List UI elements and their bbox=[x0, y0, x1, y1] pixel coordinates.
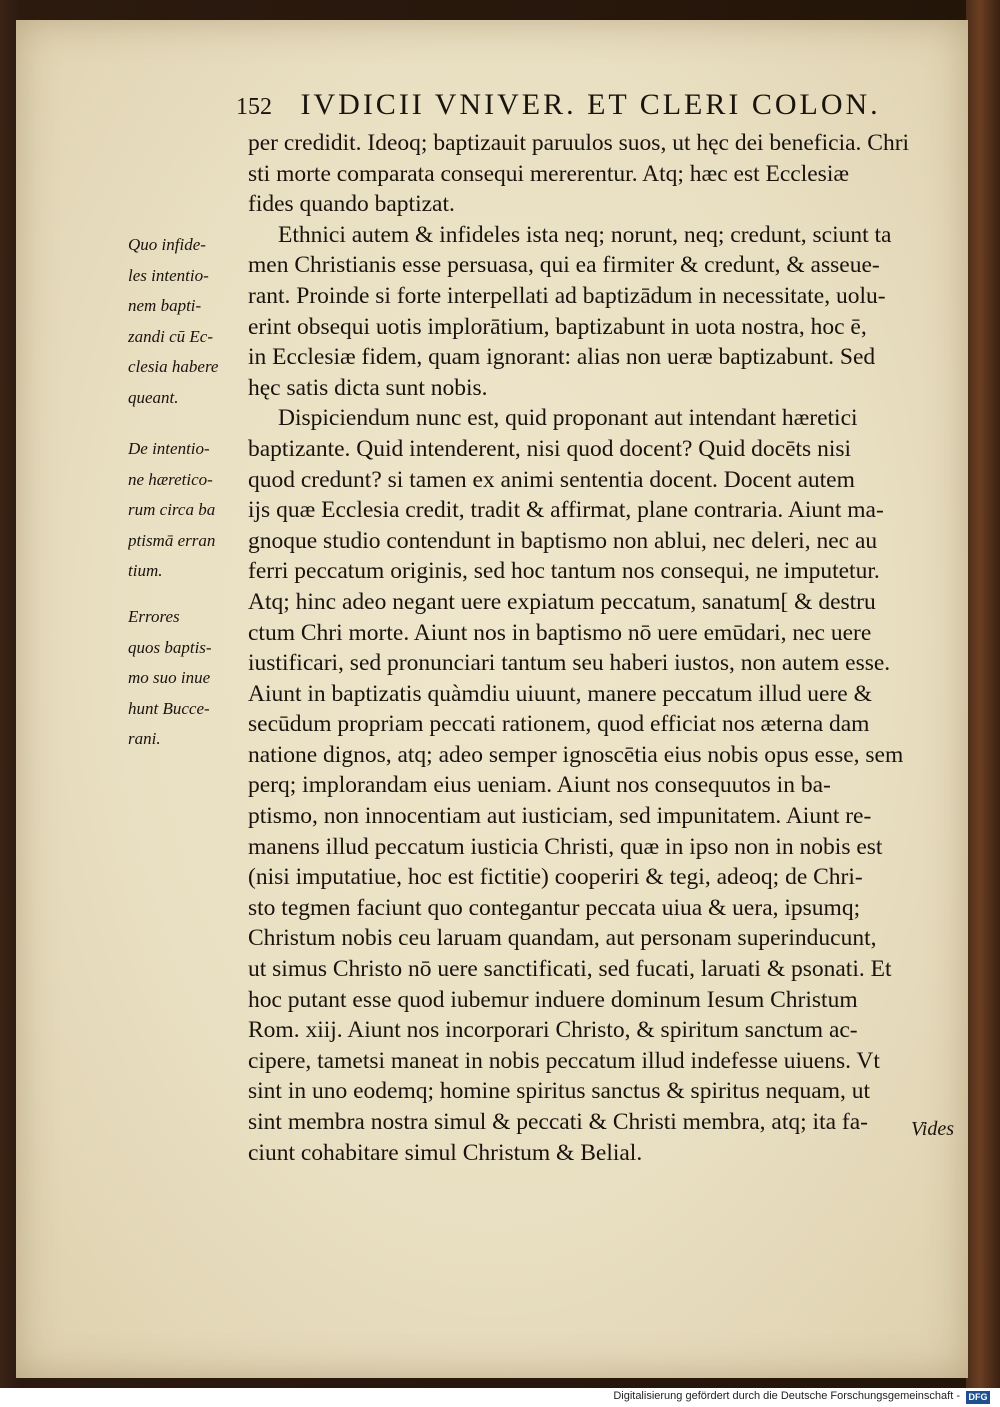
text-line: per credidit. Ideoq; baptizauit paruulos suos, ut hęc dei beneficia. Chri bbox=[248, 130, 910, 156]
text-line: fides quando baptizat. bbox=[248, 191, 455, 218]
marginal-note-line: ptismā erran bbox=[128, 530, 216, 550]
text-line: sint membra nostra simul & peccati & Christi membra, atq; ita fa- bbox=[248, 1109, 868, 1135]
text-line: secūdum propriam peccati rationem, quod efficiat nos æterna dam bbox=[248, 711, 870, 738]
text-line: gnoque studio contendunt in baptismo non ablui, nec deleri, nec au bbox=[248, 527, 878, 554]
text-line: iustificari, sed pronunciari tantum seu haberi iustos, non autem esse. bbox=[248, 650, 891, 677]
book-binding-edge bbox=[966, 0, 1000, 1388]
text-line: Ethnici autem & infideles ista neq; norunt, neq; credunt, sciunt ta bbox=[278, 221, 892, 248]
text-line: men Christianis esse persuasa, qui ea firmiter & credunt, & asseue- bbox=[248, 252, 880, 279]
text-line: baptizante. Quid intenderent, nisi quod docent? Quid docēts nisi bbox=[248, 435, 852, 462]
marginal-note-line: zandi cū Ec- bbox=[128, 326, 213, 346]
text-line: rant. Proinde si forte interpellati ad baptizādum in necessitate, uolu- bbox=[248, 282, 886, 309]
funding-credit: Digitalisierung gefördert durch die Deutsche Forschungsgemeinschaft - bbox=[613, 1390, 960, 1402]
text-line: Aiunt in baptizatis quàmdiu uiuunt, manere peccatum illud uere & bbox=[248, 680, 872, 707]
text-line: ferri peccatum originis, sed hoc tantum nos consequi, ne imputetur. bbox=[248, 558, 880, 585]
page-number: 152 bbox=[236, 94, 272, 120]
running-header bbox=[236, 88, 956, 122]
main-text-block bbox=[248, 128, 960, 1168]
dfg-logo: DFG bbox=[966, 1391, 990, 1404]
marginal-note-line: quos baptis- bbox=[128, 637, 212, 657]
text-line: sti morte comparata consequi mererentur. Atq; hæc est Ecclesiæ bbox=[248, 160, 850, 187]
marginal-note-line: les intentio- bbox=[128, 265, 209, 285]
text-line: manens illud peccatum iusticia Christi, quæ in ipso non in nobis est bbox=[248, 833, 883, 860]
marginal-note-line: Errores bbox=[128, 607, 180, 626]
text-line: sint in uno eodemq; homine spiritus sanctus & spiritus nequam, ut bbox=[248, 1078, 871, 1105]
text-line: (nisi imputatiue, hoc est fictitie) cooperiri & tegi, adeoq; de Chri- bbox=[248, 864, 863, 891]
marginal-note-line: queant. bbox=[128, 387, 179, 407]
text-line: Rom. xiij. Aiunt nos incorporari Christo, & spiritum sanctum ac- bbox=[248, 1017, 858, 1044]
text-line: Dispiciendum nunc est, quid proponant aut intendant hæretici bbox=[278, 405, 858, 432]
marginal-note-line: rum circa ba bbox=[128, 500, 216, 520]
marginal-note-infideles bbox=[128, 230, 258, 414]
text-line: Christum nobis ceu laruam quandam, aut personam superinducunt, bbox=[248, 925, 877, 952]
marginal-note-line: rani. bbox=[128, 729, 161, 749]
marginal-note-line: mo suo inue bbox=[128, 668, 211, 688]
marginal-note-line: clesia habere bbox=[128, 357, 219, 377]
text-line: perq; implorandam eius ueniam. Aiunt nos consequutos in ba- bbox=[248, 772, 831, 799]
text-line: ijs quæ Ecclesia credit, tradit & affirmat, plane contraria. Aiunt ma- bbox=[248, 497, 884, 524]
text-line: hęc satis dicta sunt nobis. bbox=[248, 374, 488, 401]
marginal-note-line: De intentio- bbox=[128, 439, 210, 458]
text-line: hoc putant esse quod iubemur induere dominum Iesum Christum bbox=[248, 986, 858, 1013]
text-line: natione dignos, atq; adeo semper ignoscētia eius nobis opus esse, sem bbox=[248, 741, 904, 768]
marginal-note-line: Quo infide- bbox=[128, 235, 206, 254]
text-line: Atq; hinc adeo negant uere expiatum peccatum, sanatum[ & destru bbox=[248, 588, 876, 615]
running-head-title: IVDICII VNIVER. ET CLERI COLON. bbox=[300, 88, 881, 121]
text-line: ctum Chri morte. Aiunt nos in baptismo nō uere emūdari, nec uere bbox=[248, 619, 872, 646]
text-line: quod credunt? si tamen ex animi sententia docent. Docent autem bbox=[248, 466, 855, 493]
text-line: ut simus Christo nō uere sanctificati, sed fucati, laruati & psonati. Et bbox=[248, 956, 892, 983]
marginal-note-line: ne hæretico- bbox=[128, 469, 213, 489]
text-line: erint obsequi uotis implorātium, baptizabunt in uota nostra, hoc ē, bbox=[248, 313, 867, 340]
marginal-note-haeretici bbox=[128, 434, 258, 587]
marginal-note-line: hunt Bucce- bbox=[128, 698, 210, 718]
marginal-note-errores bbox=[128, 602, 258, 755]
catchword: Vides bbox=[911, 1118, 954, 1140]
marginal-note-line: nem bapti- bbox=[128, 296, 202, 316]
text-line: cipere, tametsi maneat in nobis peccatum illud indefesse uiuens. Vt bbox=[248, 1047, 880, 1074]
digitization-footer bbox=[0, 1388, 1000, 1407]
text-line: ptismo, non innocentiam aut iusticiam, sed impunitatem. Aiunt re- bbox=[248, 803, 872, 830]
text-line: sto tegmen faciunt quo contegantur peccata uiua & uera, ipsumq; bbox=[248, 894, 861, 921]
text-line: ciunt cohabitare simul Christum & Belial. bbox=[248, 1139, 643, 1166]
marginal-note-line: tium. bbox=[128, 561, 163, 581]
text-line: in Ecclesiæ fidem, quam ignorant: alias non ueræ baptizabunt. Sed bbox=[248, 344, 876, 371]
